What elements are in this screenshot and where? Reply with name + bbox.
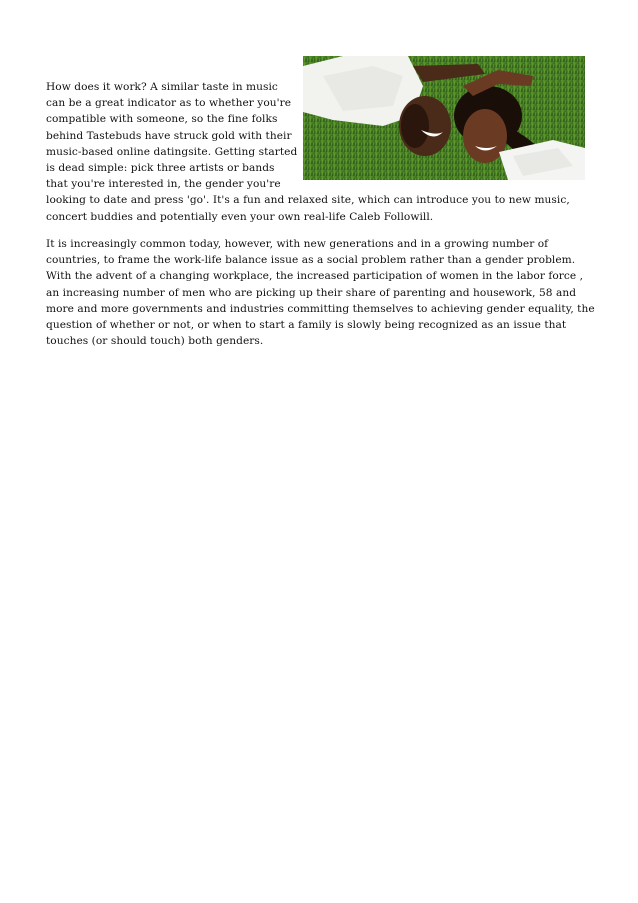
paragraph-work-life-balance: [46, 236, 606, 349]
paragraph-line: looking to date and press 'go'. It's a fun and relaxed site, which can introduce you to new music,: [46, 194, 570, 207]
paragraph-line: compatible with someone, so the fine folks: [46, 113, 278, 126]
paragraph-line: touches (or should touch) both genders.: [46, 335, 264, 348]
paragraph-line: music-based online datingsite. Getting started: [46, 145, 298, 158]
paragraph-line: an increasing number of men who are picking up their share of parenting and housework, 58 and: [46, 286, 577, 299]
paragraph-line: question of whether or not, or when to start a family is slowly being recognized as an issue that: [46, 319, 567, 332]
paragraph-line: behind Tastebuds have struck gold with their: [46, 129, 292, 142]
paragraph-line: is dead simple: pick three artists or bands: [46, 162, 275, 175]
paragraph-line: It is increasingly common today, however, with new generations and in a growing number of: [46, 238, 549, 250]
paragraph-line: more and more governments and industries committing themselves to achieving gender equality, the: [46, 302, 595, 315]
paragraph-line: How does it work? A similar taste in music: [46, 81, 278, 93]
paragraph-line: concert buddies and potentially even your own real-life Caleb Followill.: [46, 210, 434, 223]
paragraph-tastebuds: [46, 79, 606, 225]
paragraph-line: can be a great indicator as to whether you're: [46, 97, 292, 110]
paragraph-line: that you're interested in, the gender you're: [46, 178, 281, 191]
paragraph-line: With the advent of a changing workplace, the increased participation of women in the labor force ,: [46, 270, 584, 283]
paragraph-line: countries, to frame the work-life balance issue as a social problem rather than a gender problem.: [46, 254, 576, 267]
